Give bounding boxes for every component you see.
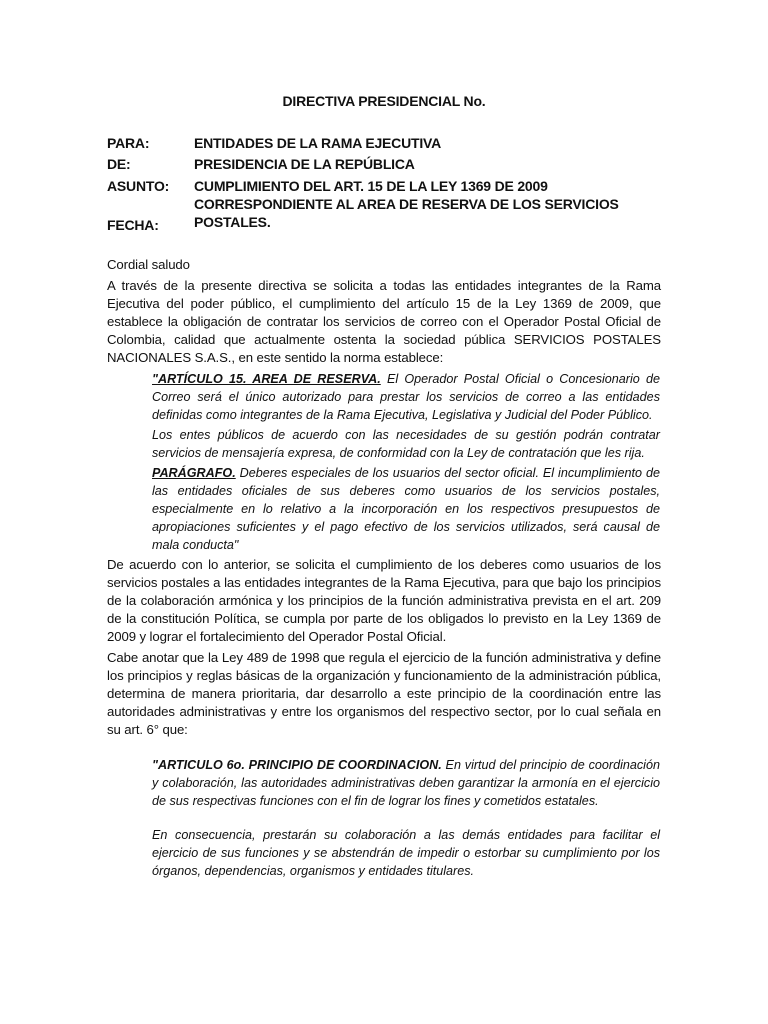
article-15-quote [152,370,660,424]
article-6-heading: "ARTICULO 6o. PRINCIPIO DE COORDINACION. [152,758,442,772]
asunto-label: ASUNTO: [107,178,170,194]
paragrafo-text: Deberes especiales de los usuarios del sector oficial. El incumplimiento de las entidades oficiales de sus deberes como usuarios de los servicios postales, especialmente en lo relativo a la incorporación en los respectivos presupuestos de apropiaciones suficientes y el pago efectivo de los servicios utilizados, será causal de mala conducta" [152,466,660,552]
article-15-text: El Operador Postal Oficial o Concesionario de Correo será el único autorizado para prestar los servicios de correo a las entidades definidas como integrantes de la Rama Ejecutiva, Legislativa y Judicial del Poder Público. [152,372,661,422]
article-6-quote [152,756,660,810]
paragraph-2: De acuerdo con lo anterior, se solicita el cumplimiento de los deberes como usuarios de los servicios postales a las entidades integrantes de la Rama Ejecutiva, para que bajo los principios de la colaboración armónica y los principios de la función administrativa prevista en el art. 209 de la constitución Política, se cumpla por parte de los obligados lo previsto en la Ley 1369 de 2009 y lograr el fortalecimiento del Operador Postal Oficial. [107,557,661,644]
asunto-value: CUMPLIMIENTO DEL ART. 15 DE LA LEY 1369 DE 2009 CORRESPONDIENTE AL AREA DE RESERVA DE LOS SERVICIOS POSTALES. [194,178,619,230]
fecha-label: FECHA: [107,217,159,233]
paragraph-3: Cabe anotar que la Ley 489 de 1998 que regula el ejercicio de la función administrativa y define los principios y reglas básicas de la organización y funcionamiento de la administración pública, determina de manera prioritaria, dar desarrollo a este principio de la coordinación entre las autoridades administrativas y entre los organismos del respectivo sector, por lo cual señala en su art. 6° que: [107,650,661,737]
para-value: ENTIDADES DE LA RAMA EJECUTIVA [194,135,442,151]
paragrafo-heading: PARÁGRAFO. [152,466,236,480]
greeting: Cordial saludo [107,257,190,272]
article-15-paragraph-2: Los entes públicos de acuerdo con las necesidades de su gestión podrán contratar servicios de mensajería expresa, de conformidad con la Ley de contratación que les rija. [152,428,660,460]
de-label: DE: [107,156,131,172]
article-6-paragraph-2: En consecuencia, prestarán su colaboración a las demás entidades para facilitar el ejercicio de sus funciones y se abstendrán de impedir o estorbar su cumplimiento por los órganos, dependencias, organismos y entidades titulares. [152,828,660,878]
document-title: DIRECTIVA PRESIDENCIAL No. [282,93,486,109]
de-value: PRESIDENCIA DE LA REPÚBLICA [194,156,415,172]
para-label: PARA: [107,135,150,151]
article-15-heading: "ARTÍCULO 15. AREA DE RESERVA. [152,372,381,386]
paragrafo-quote [152,464,660,554]
article-6-text: En virtud del principio de coordinación y colaboración, las autoridades administrativas deben garantizar la armonía en el ejercicio de sus respectivas funciones con el fin de lograr los fines y cometidos estatales. [152,758,660,808]
intro-paragraph: A través de la presente directiva se solicita a todas las entidades integrantes de la Rama Ejecutiva del poder público, el cumplimiento del artículo 15 de la Ley 1369 de 2009, que establece la obligación de contratar los servicios de correo con el Operador Postal Oficial de Colombia, calidad que actualmente ostenta la sociedad pública SERVICIOS POSTALES NACIONALES S.A.S., en este sentido la norma establece: [107,278,661,365]
